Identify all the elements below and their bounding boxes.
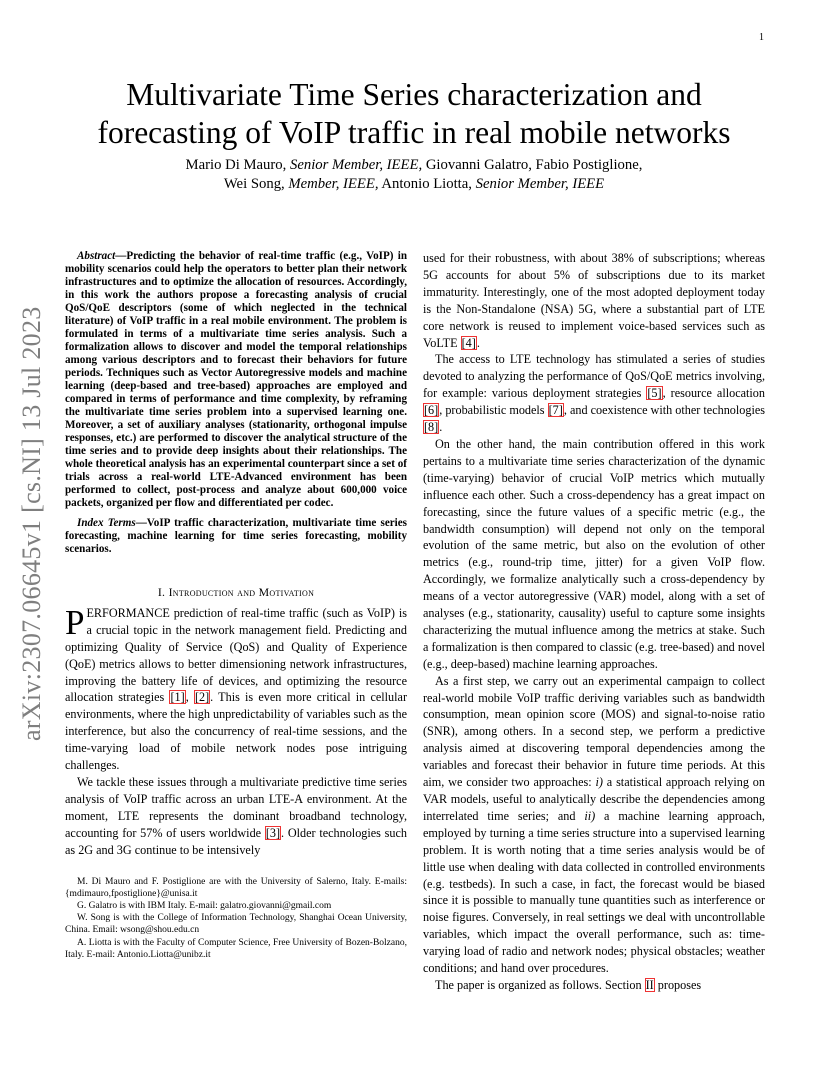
footnote: M. Di Mauro and F. Postiglione are with the University of Salerno, Italy. E-mails: {mdimauro,fpostiglione}@unisa.it — [65, 876, 407, 899]
right-column — [423, 250, 765, 994]
paragraph-text: . — [439, 420, 443, 435]
author-affiliation-title: Senior Member, IEEE, — [289, 157, 423, 173]
paragraph-text: The access to LTE technology has stimulated a series of studies devoted to analyzing the performance of QoS/QoE metrics involving, for example: various deployment strategies — [423, 352, 765, 401]
paragraph-text: proposes — [654, 977, 702, 992]
paragraph-text: , — [185, 690, 194, 705]
paragraph-text: . — [476, 335, 480, 350]
section-link[interactable]: II — [645, 977, 654, 992]
citation-link[interactable]: [6] — [424, 403, 439, 418]
section-heading — [65, 584, 407, 601]
paragraph-text: ERFORMANCE prediction of real-time traffic (such as VoIP) is a crucial topic in the network management field. Predicting and optimizing Quality of Service (QoS) and Quality of Experience (QoE) metrics allows to better dimensioning network infrastructures, improving the battery life of devices, and optimizing the resource allocation strategies — [65, 605, 407, 705]
footnote: W. Song is with the College of Information Technology, Shanghai Ocean University, China. Email: wsong@shou.edu.cn — [65, 913, 407, 936]
abstract-text: —Predicting the behavior of real-time traffic (e.g., VoIP) in mobility scenarios could help the operators to better plan their network infrastructures and to optimize the allocation of resources. Accordingly, in this work the authors propose a forecasting analysis of crucial QoS/QoE descriptors (some of which neglected in the technical literature) of VoIP traffic in a real mobile environment. The problem is formulated in terms of a multivariate time series analysis. Such a formalization allows to discover and model the temporal relationships among various descriptors and to forecast their behaviors for future periods. Techniques such as Vector Autoregressive models and machine learning (deep-based and tree-based) approaches are employed and compared in terms of performance and time complexity, by reframing the multivariate time series problem into a supervised learning one. Moreover, a set of auxiliary analyses (stationarity, orthogonal impulse responses, etc.) are performed to discover the analytical structure of the time series and to provide deep insights about their relationships. The whole theoretical analysis has an experimental counterpart since a set of trials across a real-world LTE-Advanced environment has been performed to collect, post-process and analyze about 600,000 voice packets, organized per flow and differentiated per codec. — [65, 250, 407, 509]
paragraph-text: The paper is organized as follows. Section — [435, 977, 645, 992]
author-affiliation-title: Member, IEEE, — [288, 176, 379, 192]
author-name: Antonio Liotta, — [378, 176, 476, 192]
author-name: Mario Di Mauro, — [185, 157, 290, 173]
enumeration-marker: i) — [595, 775, 603, 790]
index-terms — [65, 517, 407, 556]
paragraph-text: . This is even more critical in cellular environments, where the high unpredictability of variables such as the interference, but also the concurrency of real-time sessions, and the time-varying load of mobile network nodes pose intriguing challenges. — [65, 690, 407, 773]
citation-link[interactable]: [7] — [548, 403, 563, 418]
citation-link[interactable]: [2] — [194, 690, 210, 705]
enumeration-marker: ii) — [584, 808, 596, 823]
paragraph-text: We tackle these issues through a multivariate predictive time series analysis of VoIP traffic across an urban LTE-A environment. At the moment, LTE represents the dominant broadband technology, accounting for 57% of users worldwide — [65, 774, 407, 840]
author-line-2 — [60, 175, 768, 194]
section-title: Introduction and Motivation — [168, 585, 315, 599]
paragraph-text: a statistical approach relying on VAR models, useful to analytically describe the dependencies among interrelated time series; and — [423, 775, 765, 823]
author-name: Wei Song, — [223, 176, 289, 192]
paragraph — [423, 673, 765, 977]
arxiv-identifier-stamp: arXiv:2307.06645v1 [cs.NI] 13 Jul 2023 — [17, 306, 46, 741]
intro-paragraph-1 — [65, 602, 407, 774]
abstract — [65, 250, 407, 510]
section-number: I. — [157, 585, 166, 599]
paragraph: On the other hand, the main contribution offered in this work pertains to a multivariate time series characterization of the dynamic (time-varying) behavior of crucial VoIP metrics which mutually influence each other. Such a cross-dependency has a great impact on forecasting, since the future values of a specific metric (e.g., the bandwidth consumption) will depend not only on the temporal evolution of the same metric, but also on the evolution of other metrics (e.g., round-trip time, jitter) for a given VoIP flow. Accordingly, we formalize analytically such a cross-dependency by means of a vector autoregressive (VAR) model, along with a set of analyses (e.g., stationarity, causality) useful to capture some insights characterizing the mutual influence among the metrics at stake. Such a formalization is then compared to classic (e.g. tree-based) and novel (e.g., deep-based) machine learning approaches. — [423, 436, 765, 671]
abstract-lead: Abstract — [77, 250, 116, 262]
paper-title: Multivariate Time Series characterization and forecasting of VoIP traffic in real mobile networks — [97, 77, 731, 150]
footnote: G. Galatro is with IBM Italy. E-mail: galatro.giovanni@gmail.com — [77, 900, 332, 911]
author-affiliation-title: Senior Member, IEEE — [475, 176, 605, 192]
author-name: Giovanni Galatro, Fabio Postiglione, — [422, 157, 643, 173]
citation-link[interactable]: [8] — [424, 420, 439, 435]
paragraph-text: used for their robustness, with about 38% of subscriptions; whereas 5G accounts for about 5% of subscriptions due to its market immaturity. Interestingly, one of the most adopted deployment today is the Non-Standalone (NSA) 5G, where a substantial part of LTE core network is reused to implement voice-based services such as VoLTE — [423, 251, 765, 350]
footnotes — [65, 876, 407, 961]
drop-cap: P — [65, 602, 85, 642]
citation-link[interactable]: [1] — [170, 690, 185, 705]
citation-link[interactable]: [5] — [647, 386, 662, 401]
author-list — [60, 156, 768, 194]
paragraph-text: , and coexistence with other technologies — [563, 403, 765, 418]
footnote: A. Liotta is with the Faculty of Computer Science, Free University of Bozen-Bolzano, Italy. E-mail: Antonio.Liotta@unibz.it — [65, 937, 407, 960]
citation-link[interactable]: [4] — [461, 335, 476, 350]
page-number: 1 — [759, 32, 764, 43]
paragraph-text: As a first step, we carry out an experimental campaign to collect real-world mobile VoIP traffic deriving variables such as bandwidth consumption, mean opinion score (MOS) and signal-to-noise ratio (SNR), among others. In a second step, we perform a predictive analysis aimed at discovering temporal dependencies among the variables and forecast their behavior in future time periods. At this aim, we consider two approaches: — [423, 673, 765, 790]
index-terms-lead: Index Terms — [77, 517, 136, 529]
left-column — [65, 250, 407, 961]
paragraph-text: a machine learning approach, employed by turning a time series structure into a supervised learning problem. It is worth noting that a time series analysis would be of little use when dealing with data collected in controlled environments (e.g. testbeds). In such a case, in fact, the forecast would be biased since it is possible to manually tune quantities such as interference or noise figures. Conversely, in real settings we deal with uncontrollable variables, which impact the overall performance, such as: time-varying load of radio and network nodes; physical obstacles; weather conditions; and hand over procedures. — [423, 808, 765, 976]
citation-link[interactable]: [3] — [265, 825, 281, 840]
paragraph — [423, 351, 765, 436]
paragraph — [423, 977, 765, 994]
index-terms-text: —VoIP traffic characterization, multivariate time series forecasting, machine learning for time series forecasting, mobility scenarios. — [65, 517, 407, 555]
intro-paragraph-2 — [65, 774, 407, 859]
author-line-1 — [60, 156, 768, 175]
paragraph-text: . Older technologies such as 2G and 3G continue to be intensively — [65, 825, 407, 857]
paragraph — [423, 250, 765, 351]
paragraph-text: , resource allocation — [662, 386, 765, 401]
paragraph-text: , probabilistic models — [439, 403, 548, 418]
